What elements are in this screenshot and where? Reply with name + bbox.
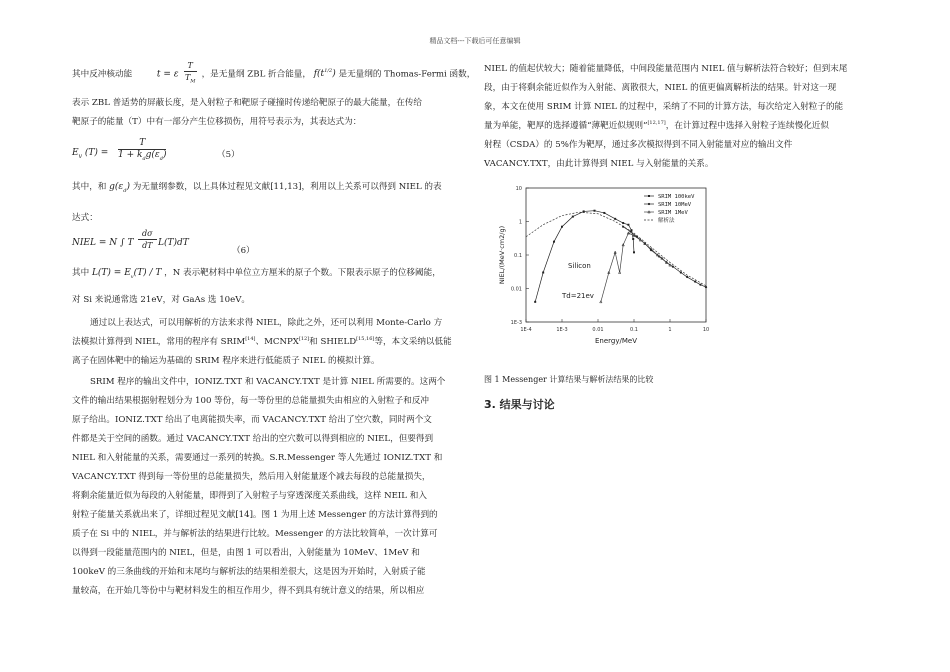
y-axis-label: NIEL/(MeV·cm2/g) xyxy=(498,225,506,285)
text-line: SRIM 程序的输出文件中，IONIZ.TXT 和 VACANCY.TXT 是计算 NIEL 所需要的。这两个 xyxy=(90,376,446,387)
text-line: 射程（CSDA）的 5%作为靶厚，通过多次模拟得到不同入射能量对应的输出文件 xyxy=(484,140,793,150)
fraction-num: T xyxy=(118,138,166,150)
text-line: 原子给出。IONIZ.TXT 给出了电离能损失率，而 VACANCY.TXT 给出了空穴数，同时两个文 xyxy=(72,414,432,425)
fraction-den: dT xyxy=(142,240,153,250)
figure-caption: 图 1 Messenger 计算结果与解析法结果的比较 xyxy=(484,375,654,384)
equation-sub: v xyxy=(78,152,82,160)
text-line xyxy=(72,60,476,86)
fraction xyxy=(184,60,197,88)
text-fragment: ，在计算过程中选择入射粒子连续慢化近似 xyxy=(665,121,829,131)
text-fragment: 其中反冲核动能 xyxy=(72,69,133,80)
equation-part: (T) = xyxy=(84,148,109,158)
text-line: 100keV 的三条曲线的开始和末尾均与解析法的结果相差很大，这是因为开始时，入射质子能 xyxy=(72,566,426,577)
fraction-den-text: T xyxy=(184,73,191,82)
text-line: 将剩余能量近似为每段的入射能量，即得到了入射粒子与穿透深度关系曲线，这样 NEIL 和入 xyxy=(72,490,427,501)
text-line xyxy=(72,178,470,201)
equation-6 xyxy=(72,228,470,262)
equation-number: （6） xyxy=(232,245,255,256)
text-line: 射粒子能量关系就出来了，详细过程见文献[14]。图 1 为用上述 Messenger 的方法计算得到的 xyxy=(72,509,438,520)
equation-part: g(ε xyxy=(109,182,124,192)
data-point xyxy=(694,281,696,283)
data-point xyxy=(622,222,624,224)
equation-part: (T) / T xyxy=(133,267,162,278)
data-point xyxy=(648,195,650,197)
equation-f: $f(t^{1/2})$ xyxy=(313,68,336,80)
text-fragment: ，是无量纲 ZBL 折合能量， xyxy=(201,69,311,80)
text-fragment: 是无量纲的 Thomas-Fermi 函数， xyxy=(338,69,476,80)
data-point xyxy=(672,266,674,268)
x-tick-label: 1 xyxy=(668,327,672,333)
fraction-den-text: 1 + k xyxy=(118,150,143,160)
legend-label: SRIM 100keV xyxy=(658,194,695,200)
data-point xyxy=(648,203,650,205)
y-tick-label: 10 xyxy=(515,186,522,192)
equation-part: t = ε xyxy=(156,69,179,80)
text-line: 量较高，在开始几等份中与靶材料发生的相互作用少，得不到具有统计意义的结果，所以相应 xyxy=(72,585,425,596)
data-point xyxy=(603,212,605,214)
equation-part: NIEL = N ∫ T xyxy=(72,237,134,248)
fraction-den-text: g(ε xyxy=(145,150,160,160)
citation: [12] xyxy=(298,335,310,342)
data-point xyxy=(572,216,574,218)
text-line: VACANCY.TXT，由此计算得到 NIEL 与入射能量的关系。 xyxy=(484,159,714,169)
y-tick-label: 0.01 xyxy=(510,286,522,293)
x-tick-label: 0.1 xyxy=(630,327,638,333)
left-column xyxy=(72,60,476,601)
equation-5 xyxy=(72,136,470,176)
data-point xyxy=(583,210,585,212)
fraction-den: $T_M$ xyxy=(184,73,196,85)
section-heading: 3. 结果与讨论 xyxy=(484,398,555,411)
data-point xyxy=(553,241,555,243)
x-tick-label: 1E-3 xyxy=(556,327,568,333)
text-fragment: 其中，和 xyxy=(72,182,107,192)
annotation-material: Silicon xyxy=(568,262,591,270)
equation-part: L(T)dT xyxy=(158,237,189,248)
text-line xyxy=(484,117,882,136)
text-line: 以得到一段能量范围内的 NIEL，但是，由图 1 可以看出，入射能量为 10MeV、1MeV 和 xyxy=(72,547,420,558)
legend-label: SRIM 1MeV xyxy=(658,210,688,216)
fraction xyxy=(118,138,166,165)
text-line: 达式： xyxy=(72,212,98,223)
fraction xyxy=(138,228,157,251)
text-line xyxy=(72,333,470,352)
text-line: 件都是关于空间的函数。通过 VACANCY.TXT 给出的空穴数可以得到相应的 NIEL，但要得到 xyxy=(72,433,434,444)
data-point xyxy=(561,226,563,228)
text-fragment: 为无量纲参数，以上具体过程见文献[11,13]，利用以上关系可以得到 NIEL 的表 xyxy=(132,182,442,192)
data-point xyxy=(705,286,707,288)
fraction-num: T xyxy=(184,60,197,72)
text-line: 离子在固体靶中的输运为基础的 SRIM 程序来进行低能质子 NIEL 的模拟计算。 xyxy=(72,355,380,366)
equation-t xyxy=(157,60,199,88)
page-header: 精品文档---下载后可任意编辑 xyxy=(429,37,521,45)
niel-chart xyxy=(492,180,724,356)
text-fragment: ，N 表示靶材料中单位立方厘米的原子个数。下限表示原子的位移阈能， xyxy=(164,267,441,278)
data-point xyxy=(699,284,701,286)
x-tick-label: 10 xyxy=(702,327,710,333)
equation-part: E xyxy=(72,148,79,158)
text-fragment: 法模拟计算得到 NIEL，常用的程序有 SRIM xyxy=(72,336,246,347)
x-tick-label: 1E-4 xyxy=(520,327,532,333)
text-line: NIEL 的值起伏较大；随着能量降低，中间段能量范围内 NIEL 值与解析法符合较好；但到末尾 xyxy=(484,64,848,74)
data-point xyxy=(632,238,634,240)
citation: [15,16] xyxy=(356,335,375,342)
legend-label: 解析法 xyxy=(658,218,675,224)
x-tick-label: 0.01 xyxy=(592,327,604,333)
legend-label: SRIM 10MeV xyxy=(658,202,692,208)
data-point xyxy=(614,218,616,220)
text-fragment: 等，本文采纳以低能 xyxy=(374,336,452,347)
text-line: 段，由于将剩余能近似作为入射能、离散很大，NIEL 的值更偏离解析法的结果。针对这一现 xyxy=(484,83,837,93)
citation: [12,17] xyxy=(647,120,666,127)
equation-part: ) xyxy=(332,69,336,80)
equation-number: （5） xyxy=(217,150,240,160)
y-tick-label: 1E-3 xyxy=(510,320,522,326)
data-point xyxy=(633,251,635,253)
fraction-num: dσ xyxy=(138,228,157,240)
text-line: 表示 ZBL 普适势的屏蔽长度，是入射粒子和靶原子碰撞时传递给靶原子的最大能量，在传给 xyxy=(72,98,423,108)
equation-part: ) xyxy=(126,182,130,192)
text-line: 质子在 Si 中的 NIEL，并与解析法的结果进行比较。Messenger 的方法比较简单，一次计算可 xyxy=(72,528,438,539)
text-line: 对 Si 来说通常选 21eV，对 GaAs 选 10eV。 xyxy=(72,294,251,305)
right-column xyxy=(484,60,882,174)
data-point xyxy=(594,210,596,212)
y-tick-label: 1 xyxy=(518,219,522,226)
data-point xyxy=(680,271,682,273)
text-fragment: 和 SHIELD xyxy=(309,336,357,347)
text-line: VACANCY.TXT 得到每一等份里的总能量损失，然后用入射能量逐个减去每段的总能量损失， xyxy=(72,471,431,482)
data-point xyxy=(686,276,688,278)
text-line: 通过以上表达式，可以用解析的方法来求得 NIEL，除此之外，还可以利用 Monte-Carlo 方 xyxy=(90,317,443,328)
text-line: NIEL 和入射能量的关系，需要通过一系列的转换。S.R.Messenger 等人先通过 IONIZ.TXT 和 xyxy=(72,452,443,463)
equation-g: $g(\varepsilon_d)$ xyxy=(109,182,130,194)
equation-part: f(t xyxy=(313,69,325,80)
text-fragment: 其中 xyxy=(72,267,90,278)
equation-part: L(T) = E xyxy=(91,267,131,278)
text-line: 靶原子的能量（T）中有一部分产生位移损伤，用符号表示为，其表达式为： xyxy=(72,117,362,127)
text-line: 象，本文在使用 SRIM 计算 NIEL 的过程中，采纳了不同的计算方法，每次给定入射粒子的能 xyxy=(484,102,844,112)
x-axis-label: Energy/MeV xyxy=(595,337,637,345)
text-line: 文件的输出结果根据射程划分为 100 等份，每一等份里的总能量损失由相应的入射粒子和反冲 xyxy=(72,395,430,406)
annotation-threshold: Td=21ev xyxy=(562,292,594,300)
series-line xyxy=(601,233,670,302)
text-fragment: 量为单能，靶厚的选择遵循“薄靶近似规则” xyxy=(484,121,648,131)
text-fragment: 、MCNPX xyxy=(255,336,299,347)
text-line xyxy=(72,264,470,287)
citation: [14] xyxy=(245,335,256,342)
y-tick-label: 0.1 xyxy=(514,253,522,259)
data-point xyxy=(534,301,536,303)
data-point xyxy=(542,272,544,274)
series-line xyxy=(623,227,706,287)
fraction-den-text: ) xyxy=(162,150,167,160)
fraction-den: $1 + k_dg(\varepsilon_d)$ xyxy=(118,150,167,162)
data-point xyxy=(627,224,629,226)
series-line xyxy=(526,212,706,286)
equation-L: $L(T) = E_v(T) / T$ xyxy=(91,267,162,280)
